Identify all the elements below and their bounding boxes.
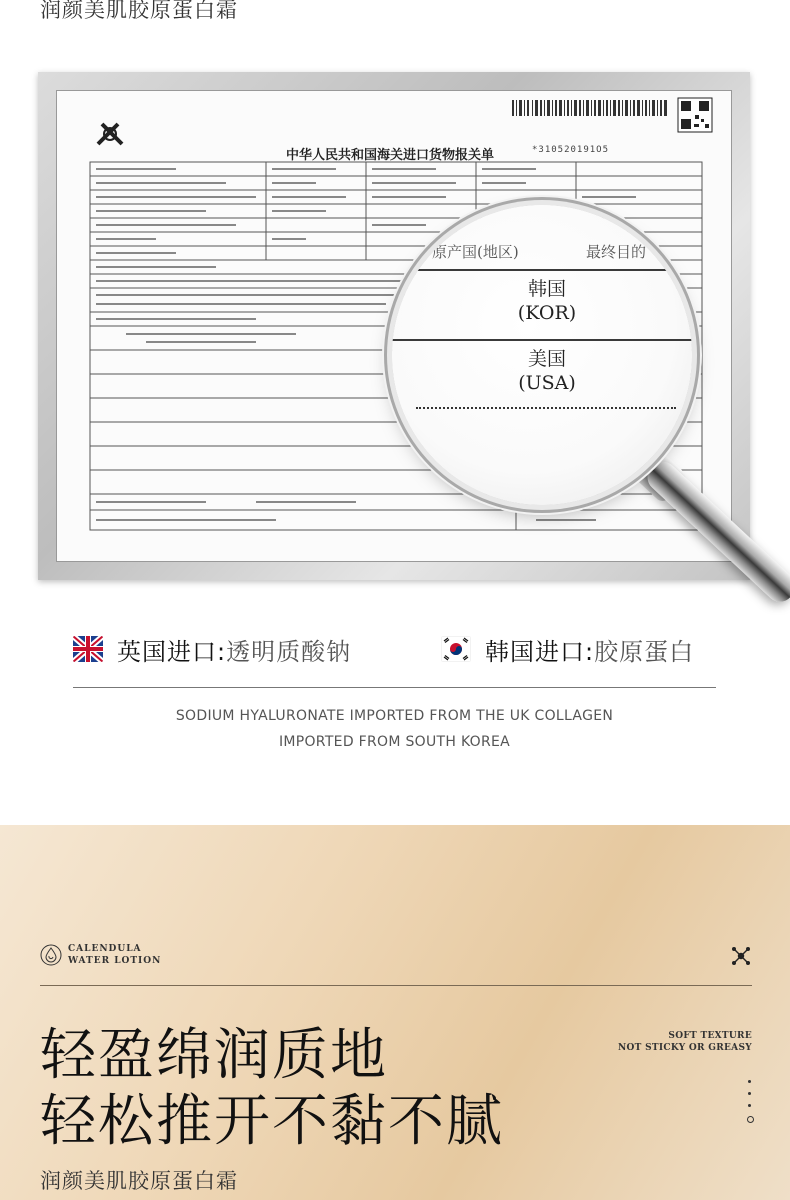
certificate-title: 中华人民共和国海关进口货物报关单 bbox=[286, 148, 495, 163]
texture-headline bbox=[40, 1023, 504, 1155]
korea-origin-value: 胶原蛋白 bbox=[594, 637, 695, 666]
brand-mark bbox=[40, 943, 161, 967]
magnifier-origin-header: 原产国(地区) bbox=[432, 243, 519, 261]
customs-emblem-icon bbox=[98, 124, 122, 144]
magnifier-korea-code: (KOR) bbox=[517, 302, 577, 324]
molecule-icon bbox=[729, 944, 753, 968]
english-caption-line2: IMPORTED FROM SOUTH KOREA bbox=[278, 734, 511, 750]
magnifying-glass-icon bbox=[392, 205, 692, 505]
barcode-icon bbox=[512, 100, 667, 116]
barcode-number: *310520191O5 bbox=[532, 145, 610, 155]
top-product-name: 润颜美肌胶原蛋白霜 bbox=[40, 0, 238, 22]
english-caption-line1: SODIUM HYALURONATE IMPORTED FROM THE UK COLLAGEN bbox=[175, 708, 614, 724]
english-caption bbox=[73, 703, 716, 755]
bottom-product-name: 润颜美肌胶原蛋白霜 bbox=[40, 1169, 238, 1193]
texture-panel bbox=[0, 825, 790, 1200]
brand-text bbox=[68, 943, 161, 967]
origin-badges bbox=[73, 630, 733, 670]
magnifier-usa-cn: 美国 bbox=[527, 348, 566, 370]
side-note-line1: SOFT TEXTURE bbox=[668, 1031, 752, 1041]
vertical-dots-decoration bbox=[747, 1080, 753, 1132]
brand-line2: WATER LOTION bbox=[68, 956, 162, 966]
korea-flag-icon bbox=[441, 636, 471, 662]
uk-flag-icon bbox=[73, 636, 103, 662]
uk-origin-badge bbox=[73, 630, 351, 668]
brand-line1: CALENDULA bbox=[68, 944, 142, 954]
uk-origin-label: 英国进口: bbox=[117, 637, 227, 666]
korea-origin-label: 韩国进口: bbox=[485, 637, 595, 666]
headline-line1: 轻盈绵润质地 bbox=[40, 1023, 388, 1088]
magnifier-rule bbox=[392, 339, 692, 341]
uk-origin-value: 透明质酸钠 bbox=[226, 637, 352, 666]
korea-origin-badge bbox=[441, 630, 694, 668]
magnifier-destination-header: 最终目的 bbox=[586, 243, 647, 261]
section-divider bbox=[73, 687, 716, 688]
panel-divider bbox=[40, 985, 752, 986]
magnifier-usa-code: (USA) bbox=[518, 372, 576, 394]
magnifier-korea-cn: 韩国 bbox=[527, 278, 566, 300]
magnifier-dotted-rule bbox=[416, 407, 676, 409]
water-drop-logo-icon bbox=[40, 944, 62, 966]
magnifier-rule bbox=[392, 269, 692, 271]
side-note-line2: NOT STICKY OR GREASY bbox=[618, 1043, 752, 1053]
headline-line2: 轻松推开不黏不腻 bbox=[40, 1089, 504, 1154]
qr-code-icon bbox=[678, 98, 712, 132]
texture-side-note bbox=[618, 1030, 752, 1054]
